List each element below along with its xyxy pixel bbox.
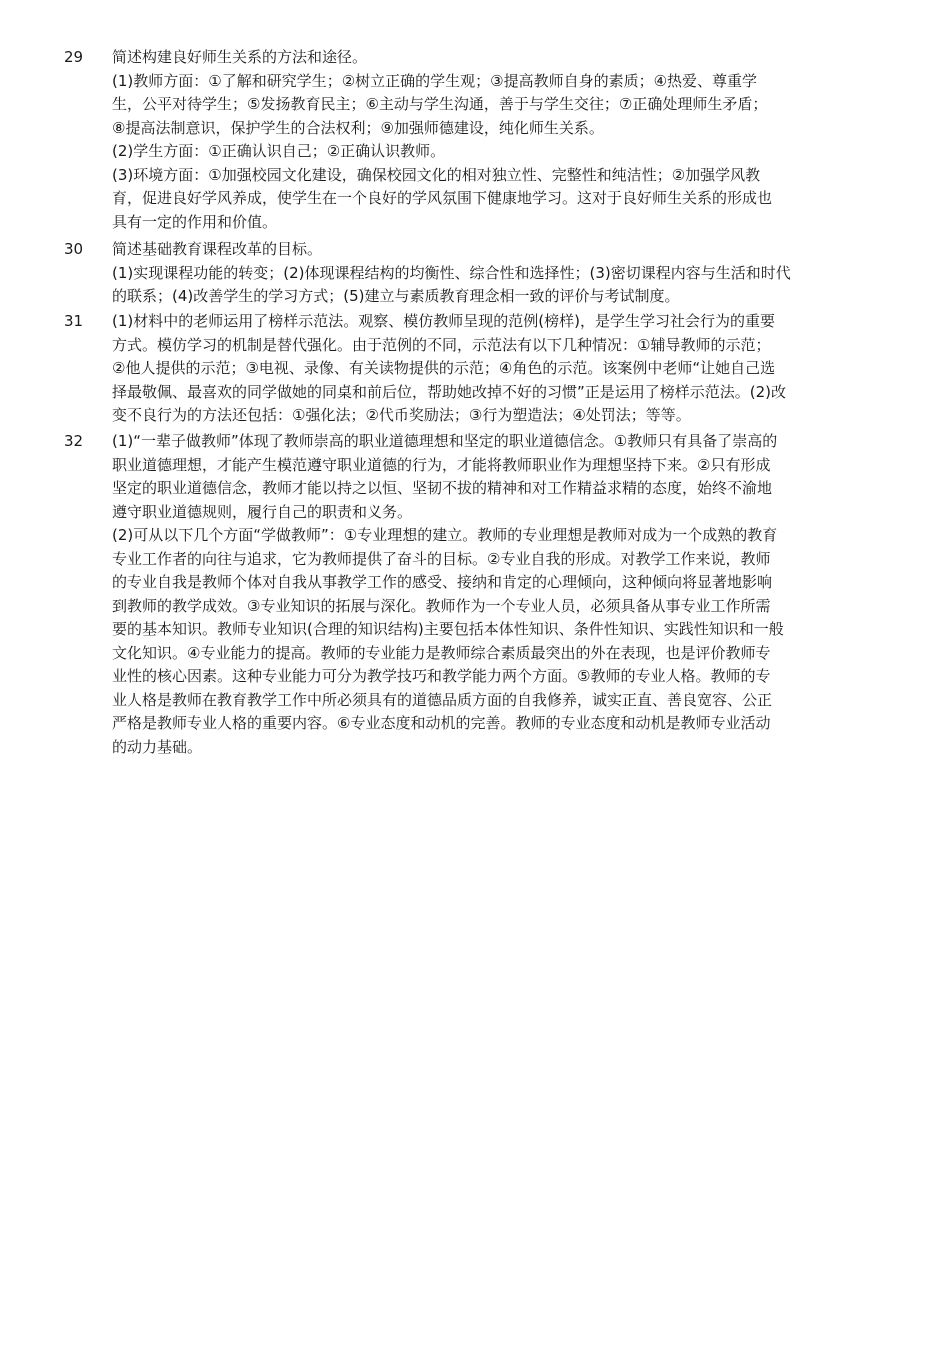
text-line: 业人格是教师在教育教学工作中所必须具有的道德品质方面的自我修养，诚实正直、善良宽容、公正 [112, 690, 773, 709]
text-line: (1)教师方面：①了解和研究学生；②树立正确的学生观；③提高教师自身的素质；④热爱、尊重学 [112, 71, 758, 90]
text-line: (1)材料中的老师运用了榜样示范法。观察、模仿教师呈现的范例(榜样)，是学生学习社会行为的重要 [112, 312, 775, 330]
item-body [112, 310, 864, 428]
text-line: (1)“一辈子做教师”体现了教师崇高的职业道德理想和坚定的职业道德信念。①教师只有具备了崇高的 [112, 432, 778, 450]
text-line: 严格是教师专业人格的重要内容。⑥专业态度和动机的完善。教师的专业态度和动机是教师专业活动 [112, 714, 771, 732]
text-line: 到教师的教学成效。③专业知识的拓展与深化。教师作为一个专业人员，必须具备从事专业工作所需 [112, 596, 771, 615]
text-line: 职业道德理想，才能产生模范遵守职业道德的行为，才能将教师职业作为理想坚持下来。②只有形成 [112, 455, 771, 474]
item-number: 29 [64, 48, 84, 66]
item-number: 31 [64, 312, 84, 330]
text-line: (2)可从以下几个方面“学做教师”：①专业理想的建立。教师的专业理想是教师对成为一个成熟的教育 [112, 526, 778, 544]
item-body [112, 238, 864, 309]
item-body [112, 430, 864, 759]
text-line: 简述构建良好师生关系的方法和途径。 [112, 48, 368, 66]
text-line: 简述基础教育课程改革的目标。 [112, 240, 323, 258]
text-line: ⑧提高法制意识，保护学生的合法权利；⑨加强师德建设，纯化师生关系。 [112, 118, 604, 137]
text-line: 育，促进良好学风养成，使学生在一个良好的学风氛围下健康地学习。这对于良好师生关系的形成也 [112, 189, 773, 207]
text-line: 方式。模仿学习的机制是替代强化。由于范例的不同，示范法有以下几种情况：①辅导教师的示范； [112, 335, 771, 354]
text-line: 的动力基础。 [112, 737, 203, 756]
text-line: (3)环境方面：①加强校园文化建设，确保校园文化的相对独立性、完整性和纯洁性；②加强学风教 [112, 165, 761, 184]
item-number: 32 [64, 432, 84, 450]
text-line: (1)实现课程功能的转变；(2)体现课程结构的均衡性、综合性和选择性；(3)密切课程内容与生活和时代 [112, 263, 791, 282]
text-line: 变不良行为的方法还包括：①强化法；②代币奖励法；③行为塑造法；④处罚法；等等。 [112, 406, 691, 424]
item-number: 30 [64, 240, 84, 258]
text-line: 专业工作者的向往与追求，它为教师提供了奋斗的目标。②专业自我的形成。对教学工作来说，教师 [112, 549, 771, 568]
item-body [112, 46, 864, 234]
text-line: 具有一定的作用和价值。 [112, 212, 278, 231]
text-line: 坚定的职业道德信念，教师才能以持之以恒、坚韧不拔的精神和对工作精益求精的态度，始终不渝地 [112, 479, 773, 497]
text-line: 要的基本知识。教师专业知识(合理的知识结构)主要包括本体性知识、条件性知识、实践性知识和一般 [112, 620, 784, 638]
text-line: 业性的核心因素。这种专业能力可分为教学技巧和教学能力两个方面。⑤教师的专业人格。教师的专 [112, 667, 771, 685]
text-line: 生，公平对待学生；⑤发扬教育民主；⑥主动与学生沟通，善于与学生交往；⑦正确处理师生矛盾； [112, 95, 768, 113]
text-line: (2)学生方面：①正确认识自己；②正确认识教师。 [112, 142, 446, 160]
text-line: 的专业自我是教师个体对自我从事教学工作的感受、接纳和肯定的心理倾向，这种倾向将显著地影响 [112, 573, 773, 591]
text-line: 的联系；(4)改善学生的学习方式；(5)建立与素质教育理念相一致的评价与考试制度。 [112, 287, 680, 305]
text-line: 遵守职业道德规则，履行自己的职责和义务。 [112, 502, 413, 521]
text-line: ②他人提供的示范；③电视、录像、有关读物提供的示范；④角色的示范。该案例中老师“让她自己选 [112, 359, 776, 377]
text-line: 文化知识。④专业能力的提高。教师的专业能力是教师综合素质最突出的外在表现，也是评价教师专 [112, 643, 771, 662]
text-line: 择最敬佩、最喜欢的同学做她的同桌和前后位，帮助她改掉不好的习惯”正是运用了榜样示范法。(2)改 [112, 382, 787, 401]
